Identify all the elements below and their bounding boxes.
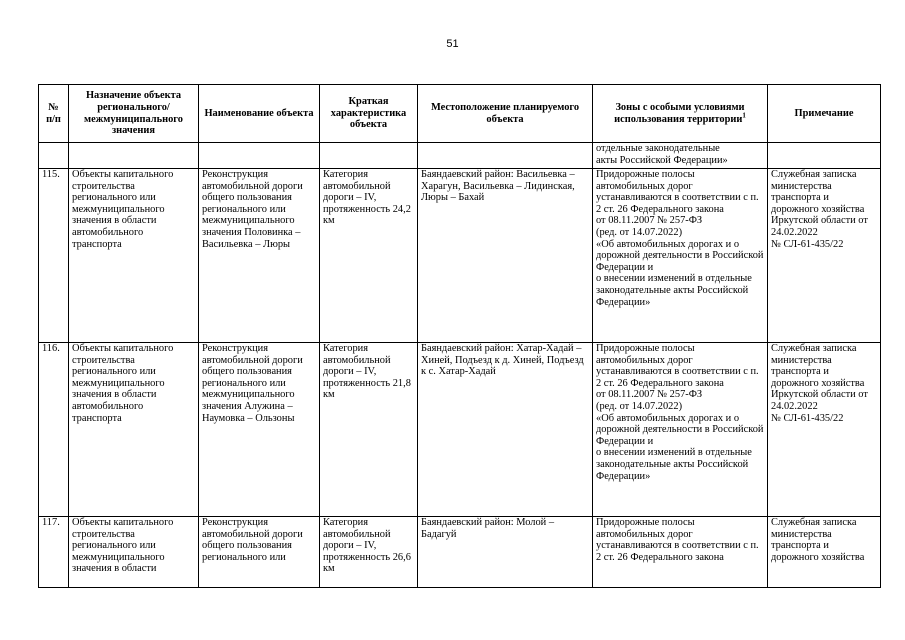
cell-purpose — [69, 143, 199, 169]
cell-characteristic — [320, 143, 418, 169]
cell-purpose: Объекты капитального строительства регионального или межмуниципального значения в области автомобильного транспорта — [69, 169, 199, 343]
header-characteristic: Краткая характеристика объекта — [320, 85, 418, 143]
cell-num — [39, 143, 69, 169]
header-num: № п/п — [39, 85, 69, 143]
cell-name: Реконструкция автомобильной дороги общего пользования регионального или межмуниципального значения Алужина – Наумовка – Ользоны — [199, 343, 320, 517]
cell-characteristic: Категория автомобильной дороги – IV, протяженность 24,2 км — [320, 169, 418, 343]
cell-zones: Придорожные полосы автомобильных дорог устанавливаются в соответствии с п. 2 ст. 26 Федерального закона от 08.11.2007 № 257-ФЗ (ред. от 14.07.2022) «Об автомобильных дорогах и о дорожной деятельности в Российской Федерации и о внесении изменений в отдельные законодательные акты Российской Федерации» — [593, 343, 768, 517]
cell-num: 116. — [39, 343, 69, 517]
cell-note: Служебная записка министерства транспорта и дорожного хозяйства — [768, 517, 881, 588]
cell-zones: Придорожные полосы автомобильных дорог устанавливаются в соответствии с п. 2 ст. 26 Федерального закона — [593, 517, 768, 588]
cell-characteristic: Категория автомобильной дороги – IV, протяженность 21,8 км — [320, 343, 418, 517]
table-row — [39, 517, 881, 588]
cell-purpose: Объекты капитального строительства регионального или межмуниципального значения в области — [69, 517, 199, 588]
cell-num: 117. — [39, 517, 69, 588]
objects-table — [38, 84, 881, 588]
cell-num: 115. — [39, 169, 69, 343]
cell-location: Баяндаевский район: Хатар-Хадай – Хиней, Подъезд к д. Хиней, Подъезд к с. Хатар-Хадай — [418, 343, 593, 517]
cell-name: Реконструкция автомобильной дороги общего пользования регионального или межмуниципального значения Половинка – Васильевка – Люры — [199, 169, 320, 343]
table-header-row — [39, 85, 881, 143]
table-row — [39, 169, 881, 343]
cell-location: Баяндаевский район: Васильевка – Харагун, Васильевка – Лидинская, Люры – Бахай — [418, 169, 593, 343]
header-location: Местоположение планируемого объекта — [418, 85, 593, 143]
header-name: Наименование объекта — [199, 85, 320, 143]
cell-zones: отдельные законодательные акты Российской Федерации» — [593, 143, 768, 169]
header-purpose: Назначение объекта регионального/ межмуниципального значения — [69, 85, 199, 143]
table-row — [39, 343, 881, 517]
cell-location: Баяндаевский район: Молой – Бадагуй — [418, 517, 593, 588]
footnote-marker: 1 — [742, 111, 746, 120]
cell-zones: Придорожные полосы автомобильных дорог устанавливаются в соответствии с п. 2 ст. 26 Федерального закона от 08.11.2007 № 257-ФЗ (ред. от 14.07.2022) «Об автомобильных дорогах и о дорожной деятельности в Российской Федерации и о внесении изменений в отдельные законодательные акты Российской Федерации» — [593, 169, 768, 343]
header-zones-text: Зоны с особыми условиями использования территории — [614, 101, 745, 125]
cell-note: Служебная записка министерства транспорта и дорожного хозяйства Иркутской области от 24.02.2022 № СЛ-61-435/22 — [768, 343, 881, 517]
continuation-row — [39, 143, 881, 169]
header-note: Примечание — [768, 85, 881, 143]
cell-note: Служебная записка министерства транспорта и дорожного хозяйства Иркутской области от 24.02.2022 № СЛ-61-435/22 — [768, 169, 881, 343]
cell-name — [199, 143, 320, 169]
cell-location — [418, 143, 593, 169]
cell-name: Реконструкция автомобильной дороги общего пользования регионального или — [199, 517, 320, 588]
cell-purpose: Объекты капитального строительства регионального или межмуниципального значения в области автомобильного транспорта — [69, 343, 199, 517]
cell-note — [768, 143, 881, 169]
cell-characteristic: Категория автомобильной дороги – IV, протяженность 26,6 км — [320, 517, 418, 588]
header-zones — [593, 85, 768, 143]
page-number: 51 — [446, 38, 459, 50]
